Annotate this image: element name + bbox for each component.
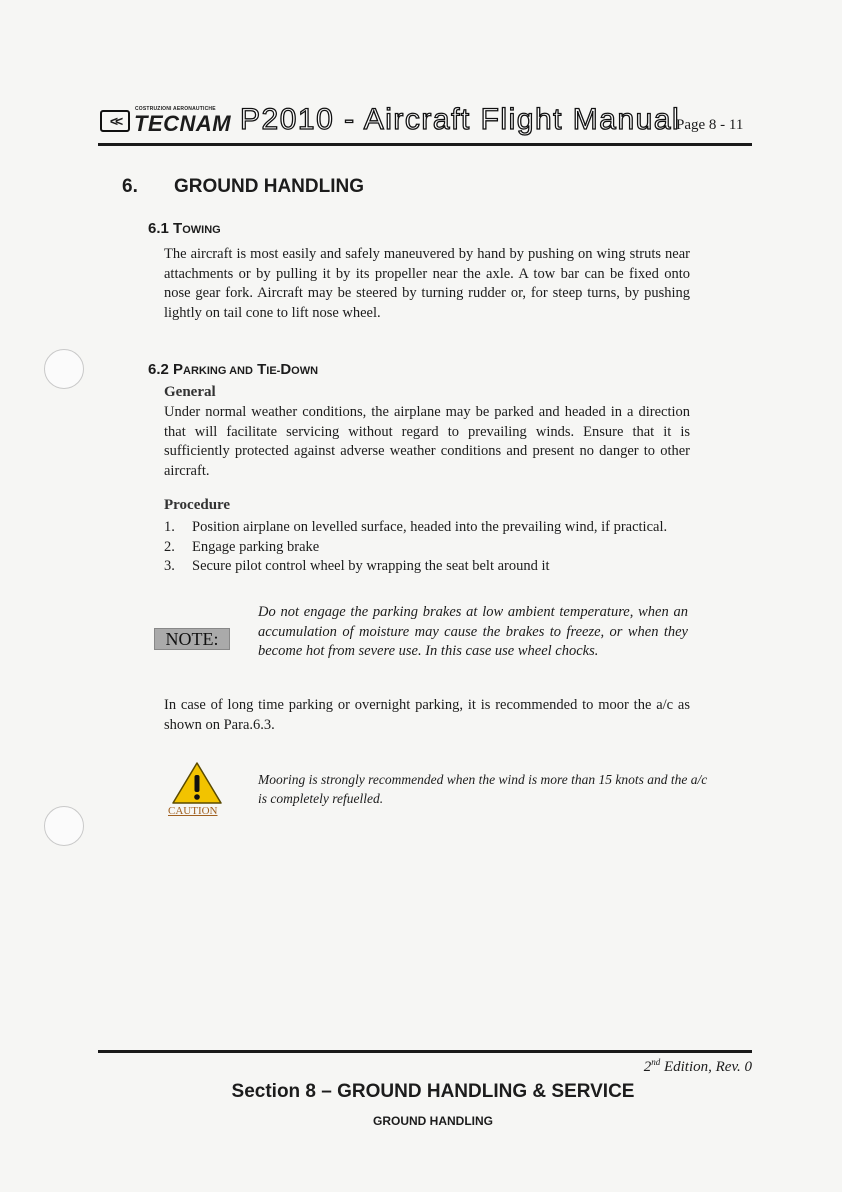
note-text: Do not engage the parking brakes at low ambient temperature, when an accumulation of moisture may cause the brakes to freeze, or when they become hot from severe use. In this case use wheel chocks. bbox=[258, 604, 688, 659]
logo-wordmark: TECNAM bbox=[134, 111, 232, 136]
edition-label bbox=[630, 1057, 752, 1076]
general-paragraph: Under normal weather conditions, the airplane may be parked and headed in a direction that will facilitate servicing without regard to prevailing winds. Ensure that it is sufficiently protected against adverse weather conditions and present no danger to other aircraft. bbox=[164, 404, 690, 479]
logo-chevron-icon: << bbox=[100, 110, 130, 132]
caution-warning-icon bbox=[171, 761, 223, 805]
heading-number: 6.2 bbox=[148, 361, 169, 378]
towing-heading bbox=[148, 220, 221, 237]
step-number: 1. bbox=[164, 519, 175, 535]
binder-hole bbox=[44, 349, 84, 389]
heading-smallcaps: ARKING AND bbox=[183, 365, 253, 377]
page-number: Page 8 - 11 bbox=[676, 117, 744, 133]
procedure-subheading: Procedure bbox=[164, 497, 231, 513]
step-number: 2. bbox=[164, 538, 175, 555]
edition-text: Edition, Rev. 0 bbox=[660, 1059, 752, 1075]
procedure-step bbox=[164, 538, 694, 558]
caution-label: CAUTION bbox=[168, 805, 218, 817]
procedure-step bbox=[164, 557, 694, 577]
footer-section-title: Section 8 – GROUND HANDLING & SERVICE bbox=[231, 1081, 635, 1102]
logo-small-text: COSTRUZIONI AERONAUTICHE bbox=[135, 106, 216, 112]
procedure-list bbox=[164, 518, 694, 577]
section-heading bbox=[122, 176, 364, 198]
general-subheading: General bbox=[164, 384, 216, 400]
heading-smallcaps: IE- bbox=[266, 365, 281, 377]
heading-initial: D bbox=[280, 361, 292, 378]
edition-number: 2 bbox=[643, 1059, 652, 1075]
note-badge: NOTE: bbox=[154, 628, 230, 650]
parking-heading bbox=[148, 361, 318, 378]
heading-smallcaps: OWN bbox=[291, 365, 319, 377]
step-text: Secure pilot control wheel by wrapping the seat belt around it bbox=[192, 558, 550, 574]
caution-text: Mooring is strongly recommended when the wind is more than 15 knots and the a/c is completely refuelled. bbox=[258, 772, 708, 806]
header-rule bbox=[98, 143, 752, 146]
binder-hole bbox=[44, 806, 84, 846]
section-number: 6. bbox=[122, 176, 138, 197]
heading-initial: T bbox=[173, 220, 183, 237]
heading-initial: T bbox=[257, 361, 267, 378]
mooring-paragraph: In case of long time parking or overnight parking, it is recommended to moor the a/c as shown on Para.6.3. bbox=[164, 697, 690, 733]
edition-ordinal: nd bbox=[651, 1057, 661, 1067]
tecnam-logo bbox=[100, 104, 236, 138]
section-title: GROUND HANDLING bbox=[174, 176, 364, 197]
footer-section-subtitle: GROUND HANDLING bbox=[373, 1114, 493, 1128]
manual-title: P2010 - Aircraft Flight Manual bbox=[240, 103, 681, 136]
step-number: 3. bbox=[164, 558, 175, 574]
step-text: Position airplane on levelled surface, headed into the prevailing wind, if practical. bbox=[192, 519, 668, 535]
heading-initial: P bbox=[173, 361, 184, 378]
footer-rule bbox=[98, 1050, 752, 1053]
step-text: Engage parking brake bbox=[192, 538, 320, 555]
towing-paragraph: The aircraft is most easily and safely maneuvered by hand by pushing on wing struts near attachments or by pulling it by its propeller near the axle. A tow bar can be fixed onto nose gear fork. Aircraft may be steered by turning rudder or, for steep turns, by pushing lightly on tail cone to lift nose wheel. bbox=[164, 246, 690, 321]
procedure-step bbox=[164, 518, 694, 538]
heading-number: 6.1 bbox=[148, 220, 169, 237]
heading-smallcaps: OWING bbox=[182, 224, 221, 236]
